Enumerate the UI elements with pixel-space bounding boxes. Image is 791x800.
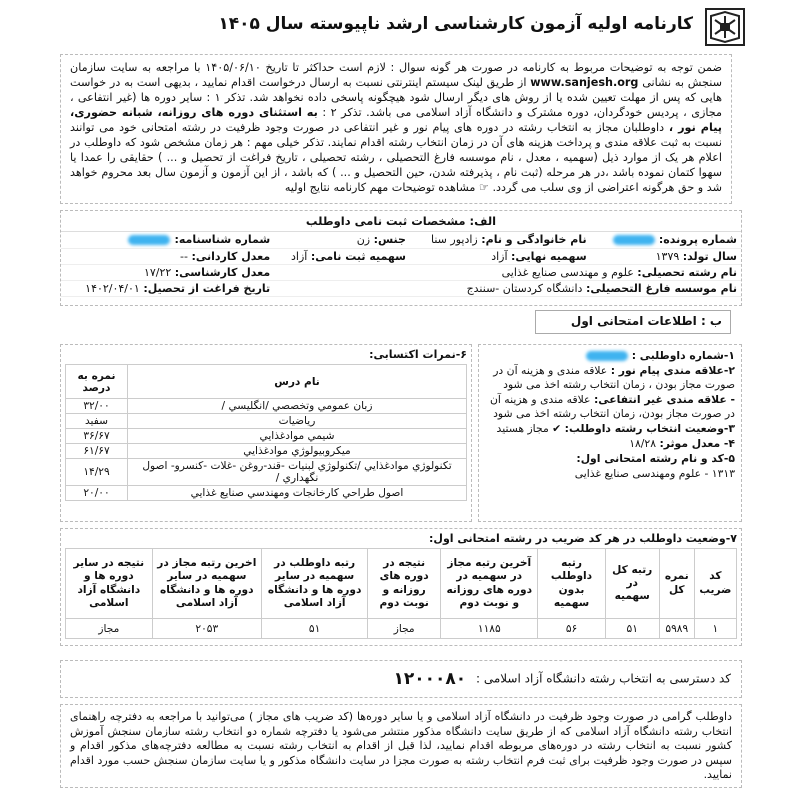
weighted-title: ۷-وضعیت داوطلب در هر کد ضریب در رشته امتحانی اول: [429,532,737,545]
grades-box [60,344,472,522]
gender-value: زن [356,233,371,247]
header [0,8,791,48]
access-code-box [60,660,742,698]
notice-note-lead: به استثنای دوره های روزانه، شبانه حضوری، پیام نور ، [70,106,722,134]
table-row: تكنولوژي موادغذايي /تكنولوژي لبنيات -قند-روغن -غلات -كنسرو- اصول نگهداري / ۱۴/۲۹ [66,459,467,486]
table-row: رياضيات سفيد [66,414,467,429]
notice-text-2: از طریق لینک سیستم اینترنتی نسبت به ارسال درخواست اقدام نمایید ، بدیهی است به در خواست هایی که پس از مهلت تعیین شده یا از روش های دیگر ارسال شود هیچگونه پاسخی داده نخواهد شد. تذکر ۱ : سایر دوره ها (غیر انتفاعی ، مجازی ، پردیس خودگردان، دوره مشترک و دانشگاه آزاد اسلامی می باشد. تذکر ۲ : [70,76,722,119]
sanjesh-logo-icon [705,8,745,46]
notice-text-3: داوطلبان مجاز به انتخاب رشته در دوره های پیام نور و غیر انتفاعی در صورت وجود ظرفیت در رشته امتحانی خود می توانند نسبت به ثبت علاقه مندی و پرداخت هزینه های آن در زمان انتخاب رشته اقدام نمایند. تذکر خیلی مهم : هر زمان مشخص شود که داوطلب در اعلام هر یک از موارد ذیل (سهمیه ، معدل ، نام موسسه فارغ التحصیلی ، رشته تحصیلی ، تاریخ فراغت از تحصیل و ... ) حقایقی را عمدا یا سهوا کتمان نموده باشد ،در هر مرحله (ثبت نام ، پذیرفته شدن، حین التحصیل و ... ) که باشد ، از این آزمون و آزمون سال بعد محروم خواهد شد و حق هرگونه اعتراضی از وی سلب می گردد. [70,121,722,194]
birth-value: ۱۳۷۹ [655,249,680,263]
access-code-value: ۱۲۰۰۰۸۰ [393,669,467,689]
table-row: زبان عمومي وتخصصي /انگليسي / ۳۲/۰۰ [66,399,467,414]
reg-quota-value: آزاد [290,249,308,263]
table-row: شيمي موادغذايي ۳۶/۶۷ [66,429,467,444]
hand-pointer-icon: ☞ [478,181,489,194]
sanjesh-site-link[interactable]: www.sanjesh.org [530,76,639,89]
grades-table [65,364,467,501]
selection-status: مجاز هستید [496,422,549,436]
page-title: کارنامه اولیه آزمون کارشناسی ارشد ناپیوسته سال ۱۴۰۵ [218,14,693,34]
gpa-value: ۱۷/۲۲ [143,265,172,279]
table-row: اصول طراحي كارخانجات ومهندسي صنايع غذايي ۲۰/۰۰ [66,486,467,501]
exam-field-value: ۱۳۱۳ - علوم ومهندسی صنایع غذایی [574,467,735,481]
institute-value: دانشگاه کردستان -سنندج [466,281,583,295]
redacted-candidate-number [586,351,628,361]
section-b-title: ب : اطلاعات امتحانی اول [535,310,731,334]
final-quota-value: آزاد [491,249,508,263]
table-row: ۱ ۵۹۸۹ ۵۱ ۵۶ ۱۱۸۵ مجاز ۵۱ ۲۰۵۳ مجاز [66,619,737,639]
notice-box [60,54,732,204]
footer-note: داوطلب گرامی در صورت وجود ظرفیت در دانشگاه آزاد اسلامی و یا سایر دوره‌ها (کد ضریب های مجاز ) می‌توانید با مراجعه به دفترچه راهنمای انتخاب رشته دانشگاه آزاد اسلامی که از طریق سایت دانشگاه مذکور منتشر می‌شود یا دفترچه شماره دو انتخاب رشته سازمان سنجش آموزش کشور نسبت به انتخاب رشته در دوره‌های مربوطه اقدام نمایید، لذا قبل از اقدام به انتخاب رشته نسبت به مطالعه دفترچه‌های مذکور اقدام و سپس در صورت وجود ظرفیت برای ثبت فرم انتخاب رشته به صورت مجزا در سایت دانشگاه مذکور و یا سایت سازمان سنجش حسب مورد اقدام نمایید. [60,704,742,788]
registration-panel [60,210,742,306]
weighted-status-box [60,528,742,646]
redacted-id-number [128,235,170,245]
table-row: ميكروبيولوژي موادغذايي ۶۱/۶۷ [66,444,467,459]
access-code-label: کد دسترسی به انتخاب رشته دانشگاه آزاد اسلامی : [475,671,731,686]
effective-gpa: ۱۸/۲۸ [629,437,657,451]
grades-header-score: نمره به درصد [66,365,128,399]
registration-table: شماره پرونده: نام خانوادگی و نام: زادپور سنا جنس: زن شماره شناسنامه: سال تولد: ۱۳۷۹ سهمیه نهایی: آزاد سهمیه ثبت نامی: آزاد معدل کاردانی: -- نام رشته تحصیلی: علوم و مهندسی صنایع غذایی معدل کارشناسی: ۱۷/۲۲ نام موسسه فارغ التحصیلی: دانشگاه کردستان -سنندج تاریخ فراغت از تحصیل: ۱۴۰۲/۰۴/۰۱ [61,232,741,297]
redacted-file-number [613,235,655,245]
field-value: علوم و مهندسی صنایع غذایی [501,265,634,279]
grades-header-subject: نام درس [128,365,467,399]
registration-title: الف: مشخصات ثبت نامی داوطلب [61,211,741,232]
gpa-kardani-value: -- [180,249,188,263]
name-value: زادپور سنا [431,233,478,247]
grades-title: ۶-نمرات اکتسابی: [369,348,467,361]
exam-info-box: ۱-شماره داوطلبی : ۲-علاقه مندی پیام نور : علاقه مندی و هزینه آن در صورت مجاز بودن ، زمان انتخاب رشته اخذ می شود - علاقه مندی غیر انتفاعی: علاقه مندی و هزینه آن در صورت مجاز بودن، زمان انتخاب رشته اخذ می شود ۳-وضعیت انتخاب رشته داوطلب: ✔ مجاز هستید ۴- معدل موثر: ۱۸/۲۸ ۵-کد و نام رشته امتحانی اول: ۱۳۱۳ - علوم ومهندسی صنایع غذایی [478,344,742,522]
notice-text-1: ضمن توجه به توضیحات مربوط به کارنامه در صورت هر گونه سوال : لازم است حداکثر تا تاریخ ۱۴۰۵/۰۶/۱۰ با مراجعه به سایت سازمان سنجش به نشانی [70,61,723,89]
important-notes-link[interactable]: مشاهده توضیحات مهم کارنامه نتایج اولیه [284,181,476,194]
grad-date-value: ۱۴۰۲/۰۴/۰۱ [85,281,140,295]
check-icon: ✔ [552,422,562,436]
weighted-table: کد ضریب نمره کل رتبه کل در سهمیه رتبه داوطلب بدون سهمیه آخرین رتبه مجاز در سهمیه در دوره های روزانه و نوبت دوم نتیجه در دوره های روزانه و نوبت دوم رتبه داوطلب در سهمیه در سایر دوره ها و دانشگاه آزاد اسلامی اخرین رتبه مجاز در سهمیه در سایر دوره ها و دانشگاه آزاد اسلامی نتیجه در سایر دوره ها و دانشگاه آزاد اسلامی ۱ ۵۹۸۹ ۵۱ ۵۶ ۱۱۸۵ مجاز ۵۱ ۲۰۵۳ مجاز [65,548,737,639]
